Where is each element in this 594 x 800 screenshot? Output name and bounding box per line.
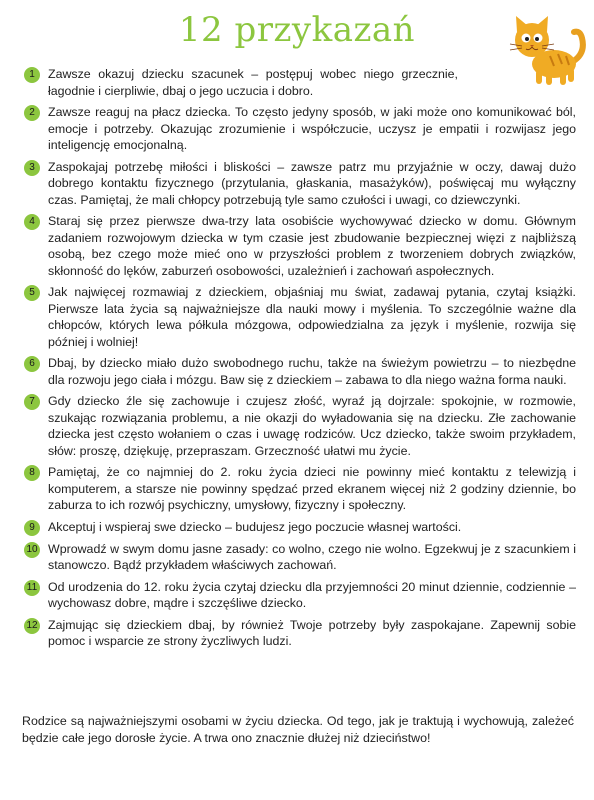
item-text: Wprowadź w swym domu jasne zasady: co wolno, czego nie wolno. Egzekwuj je z szacunkiem i stanowczo. Bądź przykładem właściwych zachowań. [48,541,576,572]
item-text: Jak najwięcej rozmawiaj z dzieckiem, objaśniaj mu świat, zadawaj pytania, czytaj książki. Pierwsze lata życia są najważniejsze dla nauki mowy i myślenia. To szczególnie ważne dla chłopców, których lewa półkula mózgowa, odpowiedzialna za język i myślenie, rozwija się później i wolniej! [48,285,576,349]
item-number-badge: 1 [24,67,40,83]
item-text: Akceptuj i wspieraj swe dziecko – budujesz jego poczucie własnej wartości. [48,519,462,534]
list-item [24,617,576,650]
item-text: Dbaj, by dziecko miało dużo swobodnego ruchu, także na świeżym powietrzu – to niezbędne dla rozwoju jego ciała i mózgu. Baw się z dzieckiem – zabawa to dla niego ważna forma nauki. [48,356,576,387]
item-number-badge: 7 [24,394,40,410]
item-text: Zajmując się dzieckiem dbaj, by również Twoje potrzeby były zaspokajane. Zapewnij sobie pomoc i wsparcie ze strony życzliwych ludzi. [48,617,576,648]
item-text: Zaspokajaj potrzebę miłości i bliskości – zawsze patrz mu przyjaźnie w oczy, dawaj dużo dobrego kontaktu fizycznego (przytulania, głaskania, masażyków), poświęcaj mu wyłączny czas. Pamiętaj, że mali chłopcy potrzebują tyle samo czułości i uwagi, co dziewczynki. [48,159,576,207]
item-text: Zawsze okazuj dziecku szacunek – postępuj wobec niego grzecznie, łagodnie i cierpliwie, dbaj o jego uczucia i dobro. [48,67,458,98]
item-number-badge: 11 [24,580,40,596]
item-number-badge: 12 [24,618,40,634]
closing-paragraph: Rodzice są najważniejszymi osobami w życiu dziecka. Od tego, jak je traktują i wychowują, zależeć będzie całe jego dorosłe życie. A trwa ono znacznie dłużej niż dzieciństwo! [22,714,574,745]
list-item [24,66,576,99]
item-number-badge: 4 [24,214,40,230]
item-text: Od urodzenia do 12. roku życia czytaj dziecku dla przyjemności 20 minut dziennie, codziennie – wychowasz dobre, mądre i szczęśliwe dziecko. [48,579,576,610]
item-text: Zawsze reaguj na płacz dziecka. To często jedyny sposób, w jaki może ono komunikować ból, emocje i potrzeby. Okazując zrozumienie i współczucie, uczysz je empatii i rozwijasz jego inteligencję emocjonalną. [48,105,576,152]
list-item [24,213,576,279]
list-item [24,541,576,574]
item-number-badge: 3 [24,160,40,176]
item-number-badge: 6 [24,356,40,372]
item-number-badge: 9 [24,520,40,536]
item-number-badge: 2 [24,105,40,121]
list-item [24,519,576,536]
list-item [24,393,576,459]
list-item [24,284,576,350]
item-number-badge: 10 [24,542,40,558]
item-number-badge: 8 [24,465,40,481]
item-text: Pamiętaj, że co najmniej do 2. roku życia dzieci nie powinny mieć kontaktu z telewizją i komputerem, a starsze nie powinny spędzać przed ekranem więcej niż 2 godziny dziennie, bo zaburza to ich rozwój psychiczny, umysłowy, fizyczny i społeczny. [48,465,576,512]
list-item [24,579,576,612]
item-text: Gdy dziecko źle się zachowuje i czujesz złość, wyraź ją dojrzale: spokojnie, w rozmowie, szukając rozwiązania problemu, a nie okazji do wyładowania się na dziecku. Złe zachowanie dziecka jest często wołaniem o czas i uwagę rodziców. Ucz dziecko, także swoim przykładem, słów: proszę, dziękuję, przepraszam. Grzeczność ułatwi mu życie. [48,394,576,458]
list-item [24,104,576,154]
list-item [24,464,576,514]
page-title: 12 przykazań [178,10,416,50]
list-item [24,355,576,388]
item-text: Staraj się przez pierwsze dwa-trzy lata osobiście wychowywać dziecko w domu. Głównym zadaniem rozwojowym dziecka w tym czasie jest zbudowanie bezpiecznej więzi z najbliższą osobą, bez czego może mieć ono w przyszłości problem z tworzeniem dobrych związków, skłonność do lęków, zaburzeń osobowości, uzależnień i zachowań aspołecznych. [48,214,576,278]
commandments-list [24,66,576,655]
item-number-badge: 5 [24,285,40,301]
list-item [24,159,576,209]
